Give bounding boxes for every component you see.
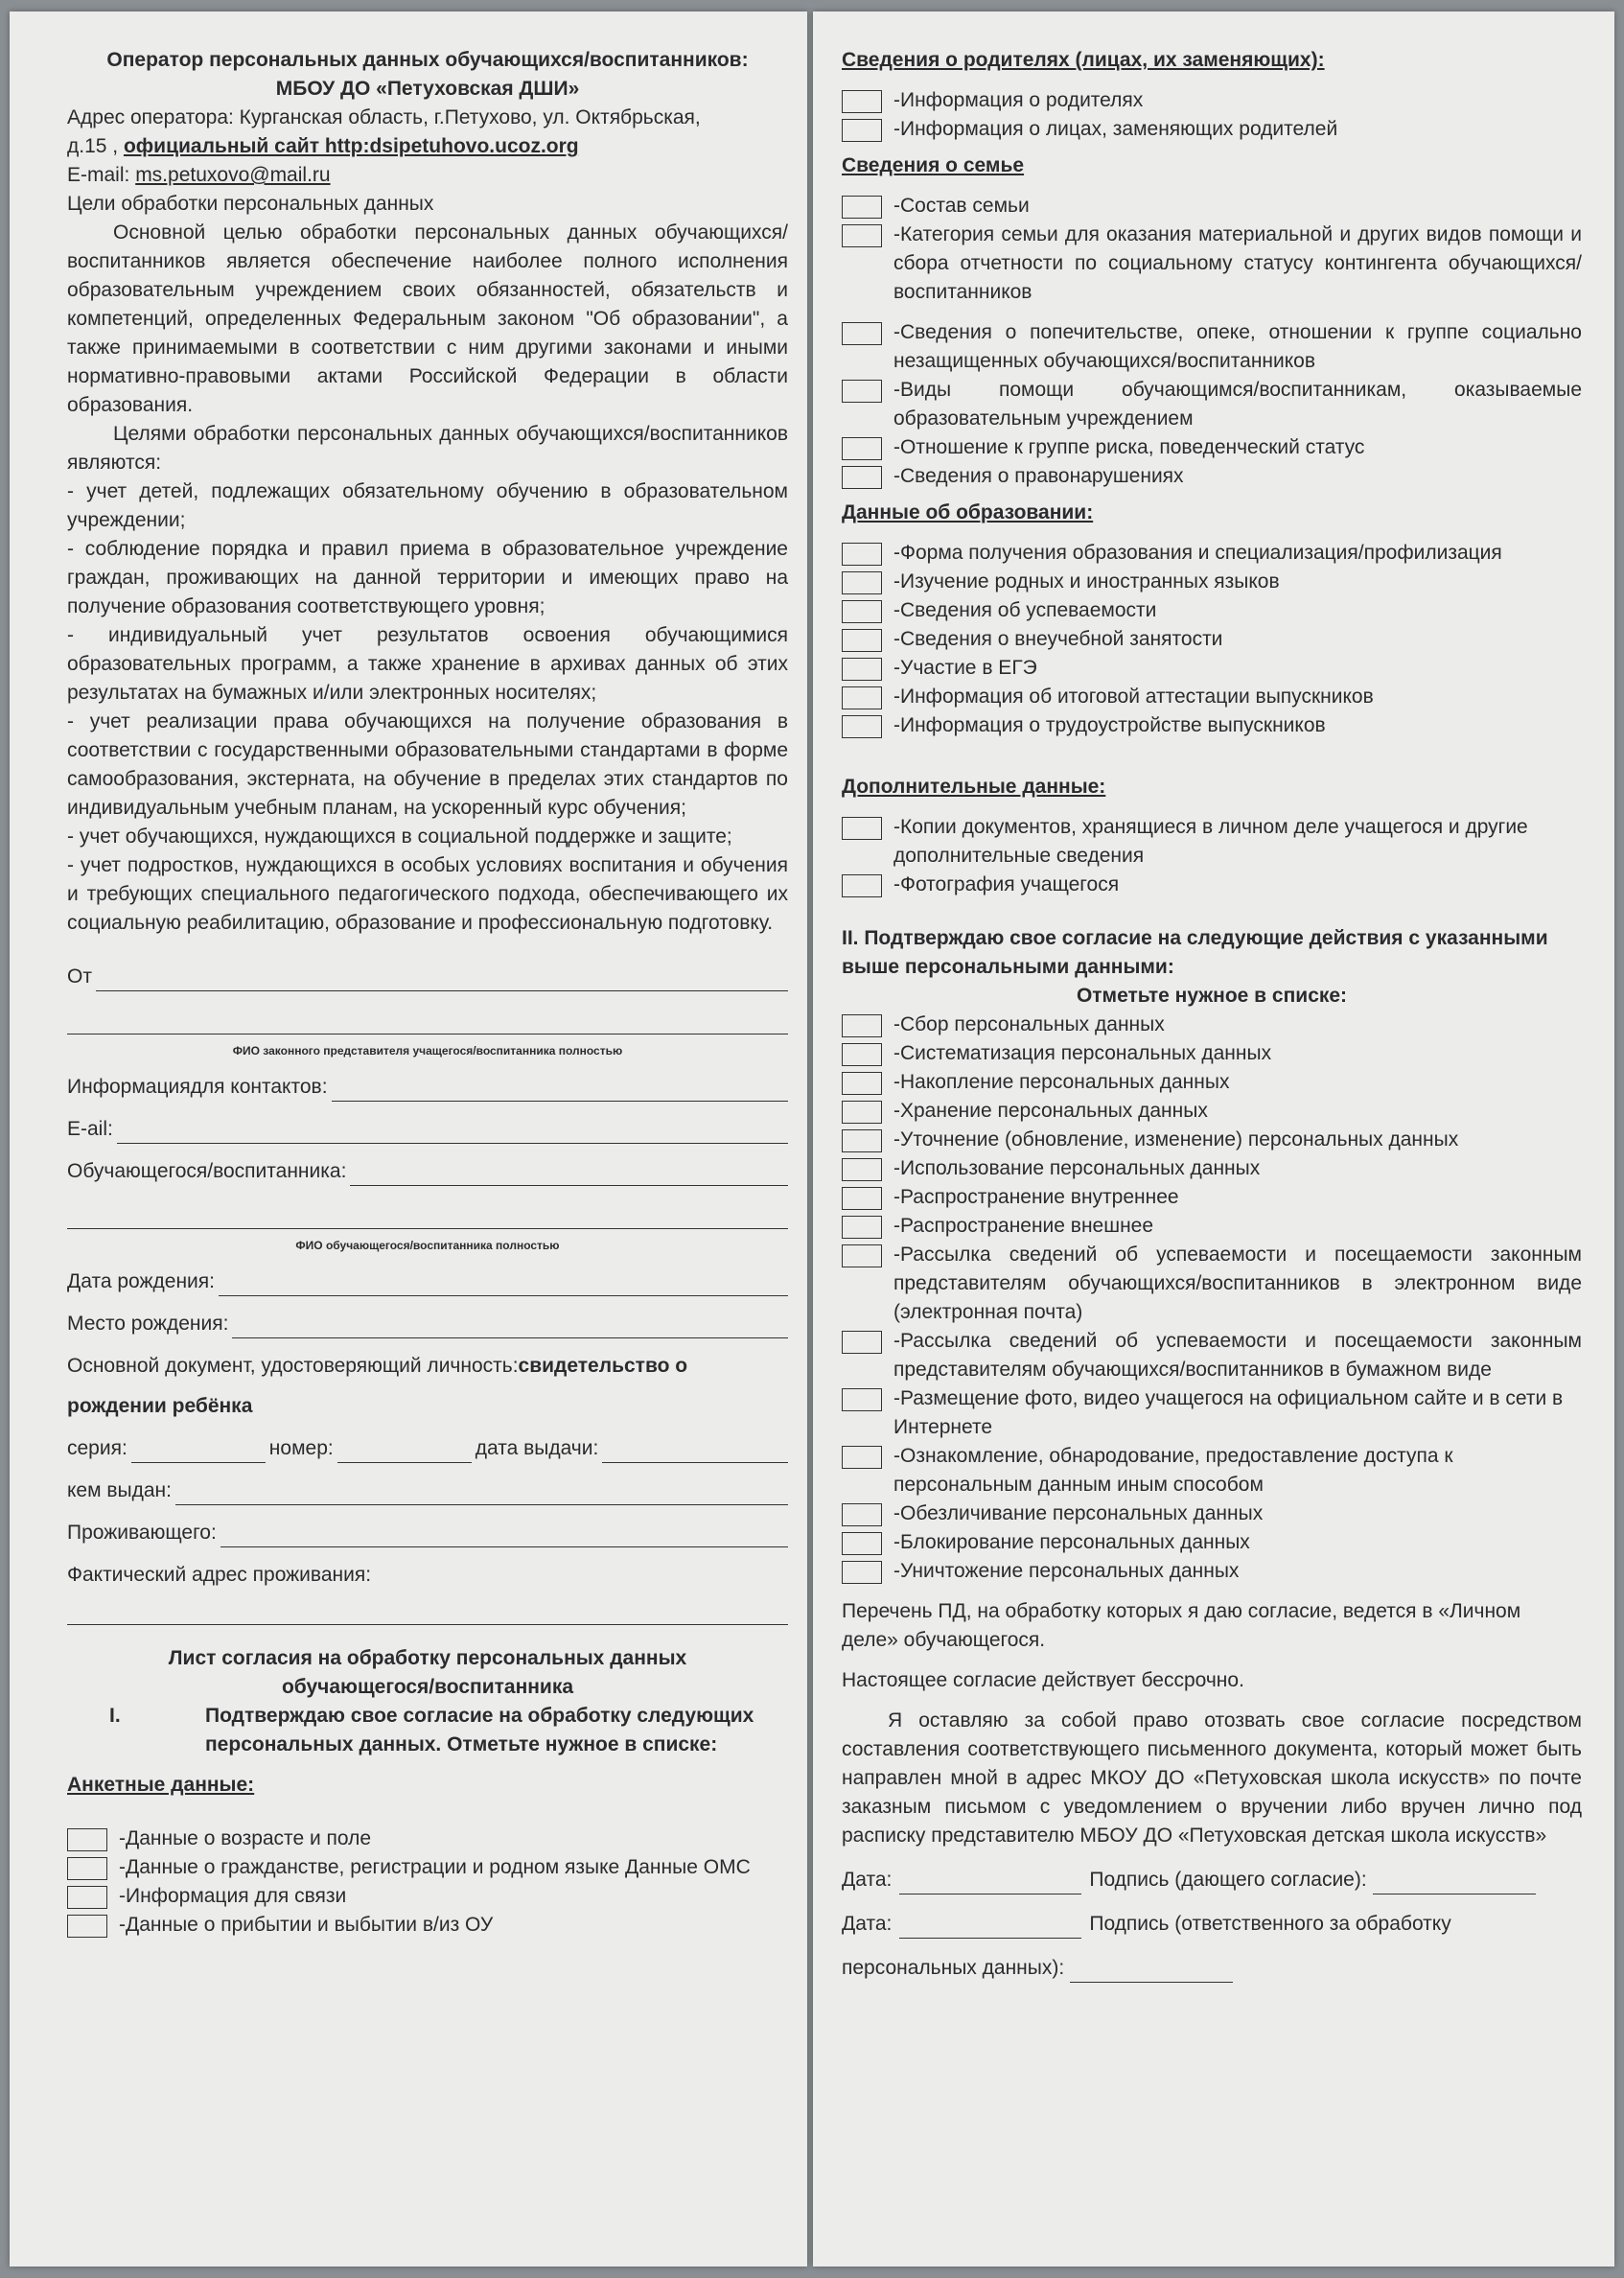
checkbox-row[interactable] [842, 625, 1582, 654]
checkbox-label: -Уточнение (обновление, изменение) персональных данных [893, 1128, 1459, 1151]
section-2-subtitle: Отметьте нужное в списке: [1076, 985, 1348, 1007]
checkbox-label: -Копии документов, хранящиеся в личном деле учащегося и другие дополнительные сведения [893, 816, 1528, 867]
checkbox[interactable] [842, 224, 882, 247]
checkbox-label: -Блокирование персональных данных [893, 1531, 1250, 1553]
checkbox[interactable] [842, 1043, 882, 1066]
sign-consent-label: Подпись (дающего согласие): [1089, 1869, 1367, 1891]
actual-address-input[interactable] [67, 1595, 788, 1625]
from-field[interactable] [67, 963, 788, 991]
checkbox-row[interactable] [842, 1068, 1582, 1097]
section-1-heading [67, 1702, 788, 1759]
checkbox[interactable] [67, 1915, 107, 1938]
checkbox-label: -Форма получения образования и специализация/профилизация [893, 542, 1502, 564]
consent-subtitle: обучающегося/воспитанника [281, 1676, 574, 1698]
parents-heading: Сведения о родителях (лицах, их заменяющих): [842, 49, 1325, 71]
contacts-label: Информациядля контактов: [67, 1076, 328, 1098]
birth-place-label: Место рождения: [67, 1313, 229, 1335]
checkbox-row[interactable] [842, 1011, 1582, 1039]
checkbox-row[interactable] [842, 318, 1582, 376]
checkbox[interactable] [67, 1886, 107, 1909]
checkbox-label: -Изучение родных и иностранных языков [893, 570, 1280, 593]
goal-item: - индивидуальный учет результатов освоения обучающимися образовательных программ, а также хранение в архивах данных об этих результатах на бумажных и/или электронных носителях; [67, 624, 788, 704]
pd-list-note: Перечень ПД, на обработку которых я даю согласие, ведется в «Личном деле» обучающегося. [842, 1600, 1521, 1651]
checkbox-row[interactable] [842, 871, 1582, 899]
parent-name-caption: ФИО законного представителя учащегося/воспитанника полностью [232, 1044, 623, 1058]
residing-field[interactable] [67, 1519, 788, 1547]
checkbox-label: -Отношение к группе риска, поведенческий статус [893, 436, 1365, 458]
checkbox-row[interactable] [842, 462, 1582, 491]
checkbox[interactable] [842, 600, 882, 623]
checkbox[interactable] [842, 1331, 882, 1354]
consent-signature-row [842, 1866, 1582, 1894]
checkbox-row[interactable] [842, 1241, 1582, 1327]
checkbox[interactable] [842, 119, 882, 142]
checkbox-row[interactable] [842, 1384, 1582, 1442]
goal-item: - соблюдение порядка и правил приема в образовательное учреждение граждан, проживающих на данной территории и имеющих право на получение образования соответствующего уровня; [67, 538, 788, 617]
student-field-line-2[interactable] [67, 1199, 788, 1229]
checkbox-row[interactable] [842, 568, 1582, 596]
checkbox-row[interactable] [842, 221, 1582, 307]
section-1-number: I. [109, 1705, 121, 1727]
checkbox-label: -Сведения о попечительстве, опеке, отношении к группе социально незащищенных обучающихся/воспитанников [893, 321, 1582, 372]
section-1-text: Подтверждаю свое согласие на обработку следующих персональных данных. Отметьте нужное в списке: [205, 1705, 754, 1755]
checkbox-row[interactable] [842, 1528, 1582, 1557]
goals-heading: Цели обработки персональных данных [67, 193, 434, 215]
checkbox-label: -Сведения о внеучебной занятости [893, 628, 1223, 650]
goal-item: - учет подростков, нуждающихся в особых условиях воспитания и обучения и требующих специального педагогического подхода, обеспечивающего их социальную реабилитацию, образование и профессиональную подготовку. [67, 854, 788, 934]
checkbox-label: -Сведения об успеваемости [893, 599, 1157, 621]
checkbox-label: -Категория семьи для оказания материальной и других видов помощи и сбора отчетности по социальному статусу контингента обучающихся/воспитанников [893, 223, 1582, 303]
date-input[interactable] [899, 1872, 1081, 1894]
checkbox-label: -Сбор персональных данных [893, 1013, 1165, 1035]
checkbox-label: -Информация о лицах, заменяющих родителей [893, 118, 1338, 140]
checkbox-row[interactable] [842, 1557, 1582, 1586]
checkbox[interactable] [842, 715, 882, 738]
birth-date-field[interactable] [67, 1267, 788, 1296]
checkbox-label: -Данные о возрасте и поле [119, 1827, 372, 1849]
checkbox-row[interactable] [842, 711, 1582, 740]
checkbox[interactable] [842, 437, 882, 460]
checkbox[interactable] [842, 1014, 882, 1037]
section-2-title: II. Подтверждаю свое согласие на следующие действия с указанными выше персональными данными: [842, 927, 1548, 978]
checkbox-label: -Информация для связи [119, 1885, 347, 1907]
checkbox-row[interactable] [842, 1154, 1582, 1183]
checkbox[interactable] [842, 1388, 882, 1411]
checkbox[interactable] [842, 380, 882, 403]
left-page [10, 12, 807, 2266]
revoke-note: Я оставляю за собой право отозвать свое согласие посредством составления соответствующего письменного документа, который может быть направлен мной в адрес МКОУ ДО «Петуховская школа искусств» по почте заказным письмом с уведомлением о вручении либо вручен лично под расписку представителю МБОУ ДО «Петуховская детская школа искусств» [842, 1709, 1582, 1847]
personal-data-heading: Анкетные данные: [67, 1774, 255, 1796]
checkbox-row[interactable] [842, 115, 1582, 144]
checkbox-row[interactable] [842, 813, 1582, 871]
checkbox[interactable] [842, 1129, 882, 1152]
checkbox-row[interactable] [842, 1126, 1582, 1154]
right-page [813, 12, 1614, 2266]
date-label: Дата: [842, 1913, 893, 1935]
checkbox-row[interactable] [842, 1039, 1582, 1068]
checkbox[interactable] [842, 1244, 882, 1267]
checkbox-row[interactable] [842, 596, 1582, 625]
contacts-field[interactable] [67, 1073, 788, 1102]
checkbox-row[interactable] [842, 192, 1582, 221]
id-document [67, 1352, 788, 1381]
from-label: От [67, 965, 92, 988]
goals-list [67, 477, 788, 938]
operator-website-link[interactable]: официальный сайт http:dsipetuhovo.ucoz.org [123, 135, 579, 157]
date-input[interactable] [899, 1917, 1081, 1939]
birth-date-label: Дата рождения: [67, 1270, 215, 1292]
checkbox-row[interactable] [67, 1825, 788, 1853]
series-input[interactable] [131, 1441, 266, 1463]
checkbox[interactable] [842, 1158, 882, 1181]
checkbox[interactable] [842, 874, 882, 897]
actual-address-label: Фактический адрес проживания: [67, 1564, 372, 1586]
checkbox[interactable] [842, 1561, 882, 1584]
operator-address: Адрес оператора: Курганская область, г.Петухово, ул. Октябрьская, [67, 106, 701, 128]
responsible-signature-row-2 [842, 1954, 1582, 1983]
checkbox[interactable] [842, 1446, 882, 1469]
checkbox-label: -Рассылка сведений об успеваемости и посещаемости законным представителям обучающихся/воспитанников в бумажном виде [893, 1330, 1582, 1381]
checkbox-row[interactable] [842, 1499, 1582, 1528]
checkbox-row[interactable] [67, 1853, 788, 1882]
checkbox-row[interactable] [842, 86, 1582, 115]
email-label: E-mail: [67, 164, 136, 186]
responsible-signature-row [842, 1910, 1582, 1939]
actions-list [842, 1011, 1582, 1586]
checkbox-label: -Использование персональных данных [893, 1157, 1261, 1179]
goal-item: - учет реализации права обучающихся на получение образования в соответствии с государственными образовательными стандартами в форме самообразования, экстерната, на обучение в пределах этих стандартов по индивидуальным учебным планам, на ускоренный курс обучения; [67, 710, 788, 819]
checkbox[interactable] [842, 629, 882, 652]
checkbox-row[interactable] [842, 654, 1582, 683]
checkbox-label: -Размещение фото, видео учащегося на официальном сайте и в сети в Интернете [893, 1387, 1564, 1438]
checkbox-label: -Данные о прибытии и выбытии в/из ОУ [119, 1914, 494, 1936]
checkbox-row[interactable] [842, 1183, 1582, 1212]
checkbox[interactable] [842, 1072, 882, 1095]
checkbox[interactable] [842, 543, 882, 566]
student-label: Обучающегося/воспитанника: [67, 1160, 347, 1182]
checkbox-row[interactable] [67, 1882, 788, 1911]
checkbox[interactable] [842, 90, 882, 113]
sign-responsible-label-2: персональных данных): [842, 1957, 1065, 1979]
checkbox-label: -Хранение персональных данных [893, 1100, 1208, 1122]
checkbox-label: -Рассылка сведений об успеваемости и посещаемости законным представителям обучающихся/воспитанников в электронном виде (электронная почта) [893, 1244, 1582, 1323]
consent-title: Лист согласия на обработку персональных данных [168, 1647, 687, 1669]
residing-label: Проживающего: [67, 1522, 217, 1544]
goal-item: - учет обучающихся, нуждающихся в социальной поддержке и защите; [67, 825, 732, 848]
operator-title: Оператор персональных данных обучающихся/воспитанников: [106, 49, 749, 71]
checkbox-label: -Ознакомление, обнародование, предоставление доступа к персональным данным иным способом [893, 1445, 1453, 1496]
checkbox[interactable] [842, 1101, 882, 1124]
checkbox[interactable] [842, 658, 882, 681]
indefinite-note: Настоящее согласие действует бессрочно. [842, 1669, 1244, 1691]
checkbox-row[interactable] [842, 1442, 1582, 1499]
goals-intro: Целями обработки персональных данных обучающихся/воспитанников являются: [67, 423, 788, 474]
issue-date-input[interactable] [602, 1441, 788, 1463]
checkbox-row[interactable] [67, 1911, 788, 1940]
checkbox-label: -Распространение внутреннее [893, 1186, 1179, 1208]
checkbox[interactable] [842, 1216, 882, 1239]
checkbox-label: -Фотография учащегося [893, 873, 1120, 895]
checkbox[interactable] [842, 1187, 882, 1210]
number-label: номер: [268, 1437, 334, 1459]
id-document-label: Основной документ, удостоверяющий личность: [67, 1355, 519, 1377]
goal-item: - учет детей, подлежащих обязательному обучению в образовательном учреждении; [67, 480, 788, 531]
birth-place-field[interactable] [67, 1310, 788, 1338]
checkbox[interactable] [67, 1828, 107, 1851]
checkbox-label: -Обезличивание персональных данных [893, 1502, 1264, 1524]
checkbox-row[interactable] [842, 433, 1582, 462]
sign-responsible-input[interactable] [1070, 1961, 1233, 1983]
checkbox-label: -Информация об итоговой аттестации выпускников [893, 686, 1374, 708]
checkbox-label: -Данные о гражданстве, регистрации и родном языке Данные ОМС [119, 1856, 751, 1878]
checkbox-label: -Информация о родителях [893, 89, 1144, 111]
education-heading: Данные об образовании: [842, 501, 1094, 523]
sign-consent-input[interactable] [1373, 1872, 1536, 1894]
checkbox-label: -Сведения о правонарушениях [893, 465, 1184, 487]
main-goal-text: Основной целью обработки персональных данных обучающихся/воспитанников является обеспечение наиболее полного исполнения образовательным учреждением своих обязанностей, обязательств и компетенций, определенных Федеральным законом "Об образовании", а также принимаемыми в соответствии с ним другими законами и иными нормативно-правовыми актами Российской Федерации в области образования. [67, 221, 788, 416]
operator-name: МБОУ ДО «Петуховская ДШИ» [275, 78, 580, 100]
operator-address-2 [67, 132, 788, 161]
checkbox-row[interactable] [842, 1097, 1582, 1126]
operator-address-house: д.15 , [67, 135, 124, 157]
family-heading: Сведения о семье [842, 154, 1025, 176]
checkbox[interactable] [842, 686, 882, 709]
from-field-line-2[interactable] [67, 1005, 788, 1034]
number-input[interactable] [337, 1441, 472, 1463]
checkbox[interactable] [842, 571, 882, 594]
email-field[interactable] [67, 1115, 788, 1144]
series-label: серия: [67, 1437, 128, 1459]
checkbox[interactable] [842, 1503, 882, 1526]
operator-email [67, 161, 788, 190]
issued-by-label: кем выдан: [67, 1479, 172, 1501]
id-document-value: свидетельство о [518, 1355, 688, 1377]
checkbox-label: -Участие в ЕГЭ [893, 657, 1037, 679]
checkbox-row[interactable] [842, 1212, 1582, 1241]
student-name-caption: ФИО обучающегося/воспитанника полностью [295, 1239, 560, 1252]
checkbox-label: -Уничтожение персональных данных [893, 1560, 1240, 1582]
checkbox[interactable] [67, 1857, 107, 1880]
checkbox[interactable] [842, 196, 882, 219]
issue-date-label: дата выдачи: [475, 1437, 599, 1459]
checkbox-label: -Виды помощи обучающимся/воспитанникам, оказываемые образовательным учреждением [893, 379, 1582, 430]
additional-heading: Дополнительные данные: [842, 776, 1106, 798]
issued-by-field[interactable] [67, 1476, 788, 1505]
checkbox-label: -Распространение внешнее [893, 1215, 1154, 1237]
checkbox-label: -Систематизация персональных данных [893, 1042, 1272, 1064]
checkbox[interactable] [842, 322, 882, 345]
email2-label: E-ail: [67, 1118, 113, 1140]
date-label: Дата: [842, 1869, 893, 1891]
operator-email-link[interactable]: ms.petuxovo@mail.ru [135, 164, 331, 186]
checkbox[interactable] [842, 817, 882, 840]
checkbox-row[interactable] [842, 683, 1582, 711]
checkbox[interactable] [842, 1532, 882, 1555]
checkbox[interactable] [842, 466, 882, 489]
checkbox-label: -Информация о трудоустройстве выпускников [893, 714, 1326, 736]
sign-responsible-label: Подпись (ответственного за обработку [1089, 1913, 1451, 1935]
checkbox-row[interactable] [842, 376, 1582, 433]
checkbox-row[interactable] [842, 539, 1582, 568]
id-document-value-2: рождении ребёнка [67, 1395, 253, 1417]
id-details-row [67, 1434, 788, 1463]
checkbox-row[interactable] [842, 1327, 1582, 1384]
checkbox-label: -Накопление персональных данных [893, 1071, 1230, 1093]
student-field[interactable] [67, 1157, 788, 1186]
checkbox-label: -Состав семьи [893, 195, 1030, 217]
